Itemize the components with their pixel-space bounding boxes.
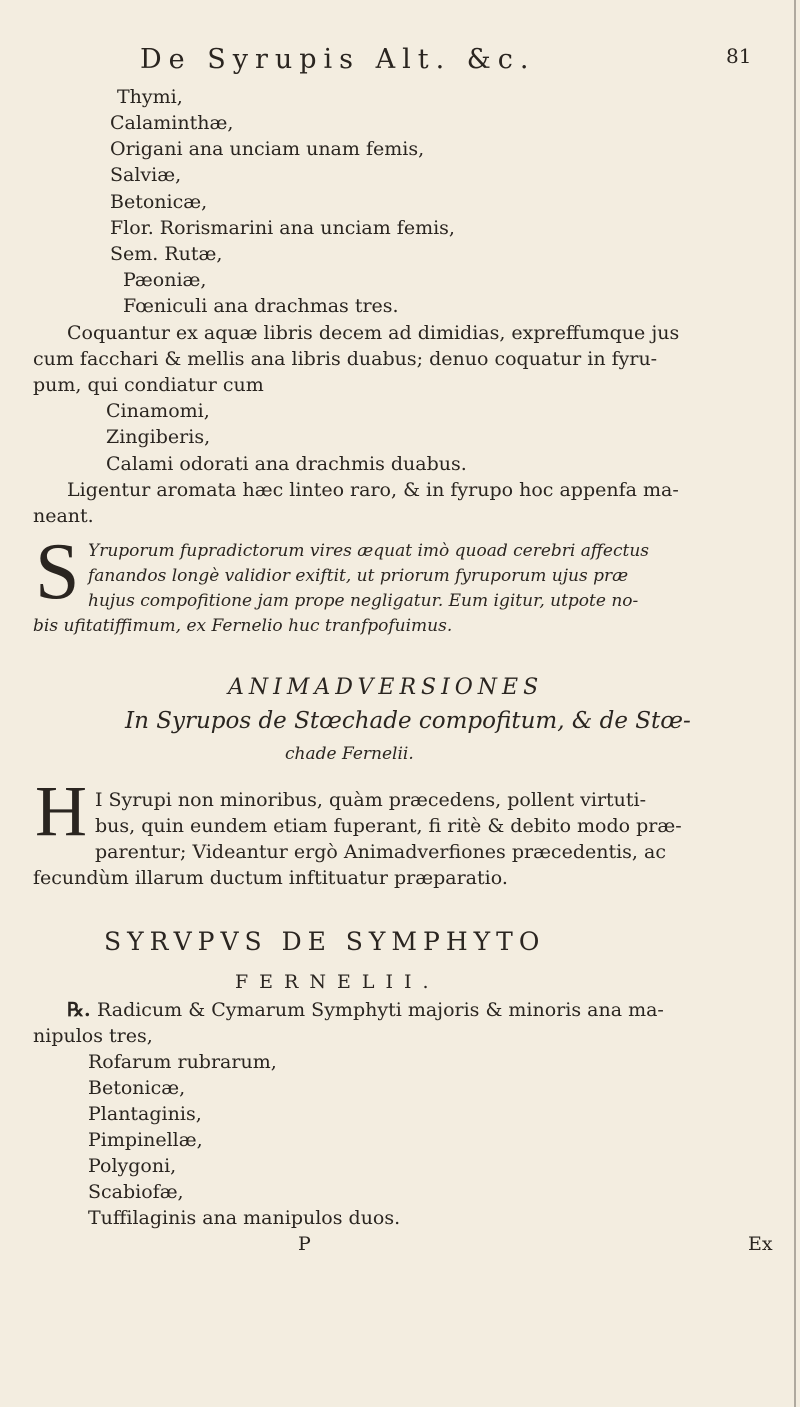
text-line: Calaminthæ,	[110, 112, 234, 134]
italic-line: Yruporum fupradictorum vires æquat imò quoad cerebri affectus	[88, 541, 650, 561]
recipe-line: Betonicæ,	[88, 1077, 186, 1099]
text-line: Origani ana unciam unam femis,	[110, 138, 425, 160]
recipe-line: Scabiofæ,	[88, 1181, 184, 1203]
text-line: bus, quin eundem etiam fuperant, fi ritè & debito modo præ-	[95, 815, 682, 837]
page-edge-shadow	[794, 0, 796, 1407]
section-subtitle: In Syrupos de Stœchade compofitum, & de Stœ-	[125, 708, 691, 734]
recipe-line: nipulos tres,	[33, 1025, 153, 1047]
text-line: Flor. Rorismarini ana unciam femis,	[110, 217, 455, 239]
text-line: Zingiberis,	[106, 426, 211, 448]
section-subtitle: chade Fernelii.	[285, 744, 414, 764]
running-header: De Syrupis Alt. &c.	[140, 44, 536, 75]
text-line: pum, qui condiatur cum	[33, 374, 264, 396]
text-line: Sem. Rutæ,	[110, 243, 223, 265]
signature-mark: P	[298, 1233, 311, 1255]
italic-line: bis ufitatiffimum, ex Fernelio huc tranfpofuimus.	[33, 616, 453, 636]
text-line: neant.	[33, 505, 94, 527]
catchword: Ex	[748, 1233, 773, 1255]
recipe-line: Rofarum rubrarum,	[88, 1051, 277, 1073]
recipe-title: SYRVPVS DE SYMPHYTO	[104, 927, 546, 956]
text-line: Fœniculi ana drachmas tres.	[123, 295, 399, 317]
drop-cap: H	[35, 771, 87, 851]
text-line: Coquantur ex aquæ libris decem ad dimidias, expreffumque jus	[67, 322, 680, 344]
text-line: Thymi,	[117, 86, 183, 108]
text-line: Pæoniæ,	[123, 269, 207, 291]
italic-line: hujus compofitione jam prope negligatur. Eum igitur, utpote no-	[88, 591, 639, 611]
recipe-line: Pimpinellæ,	[88, 1129, 203, 1151]
recipe-symbol: ℞.	[67, 999, 91, 1021]
drop-cap: S	[35, 528, 80, 616]
text-line: I Syrupi non minoribus, quàm præcedens, pollent virtuti-	[95, 789, 647, 811]
text-line: Calami odorati ana drachmis duabus.	[106, 453, 467, 475]
recipe-author: FERNELII.	[235, 971, 440, 993]
text-line: Betonicæ,	[110, 191, 208, 213]
text-line: Ligentur aromata hæc linteo raro, & in fyrupo hoc appenfa ma-	[67, 479, 679, 501]
page-number: 81	[726, 44, 752, 68]
text-line: cum facchari & mellis ana libris duabus; denuo coquatur in fyru-	[33, 348, 658, 370]
italic-line: fanandos longè validior exiftit, ut priorum fyruporum ujus præ	[88, 566, 629, 586]
recipe-line: Polygoni,	[88, 1155, 177, 1177]
recipe-line: Tuffilaginis ana manipulos duos.	[88, 1207, 401, 1229]
text-line: Cinamomi,	[106, 400, 210, 422]
text-line: Salviæ,	[110, 164, 182, 186]
section-heading: ANIMADVERSIONES	[228, 675, 544, 700]
text-line: fecundùm illarum ductum inftituatur præparatio.	[33, 867, 508, 889]
recipe-line: Plantaginis,	[88, 1103, 202, 1125]
text-line: parentur; Videantur ergò Animadverfiones præcedentis, ac	[95, 841, 666, 863]
recipe-line: Radicum & Cymarum Symphyti majoris & minoris ana ma-	[97, 999, 664, 1021]
